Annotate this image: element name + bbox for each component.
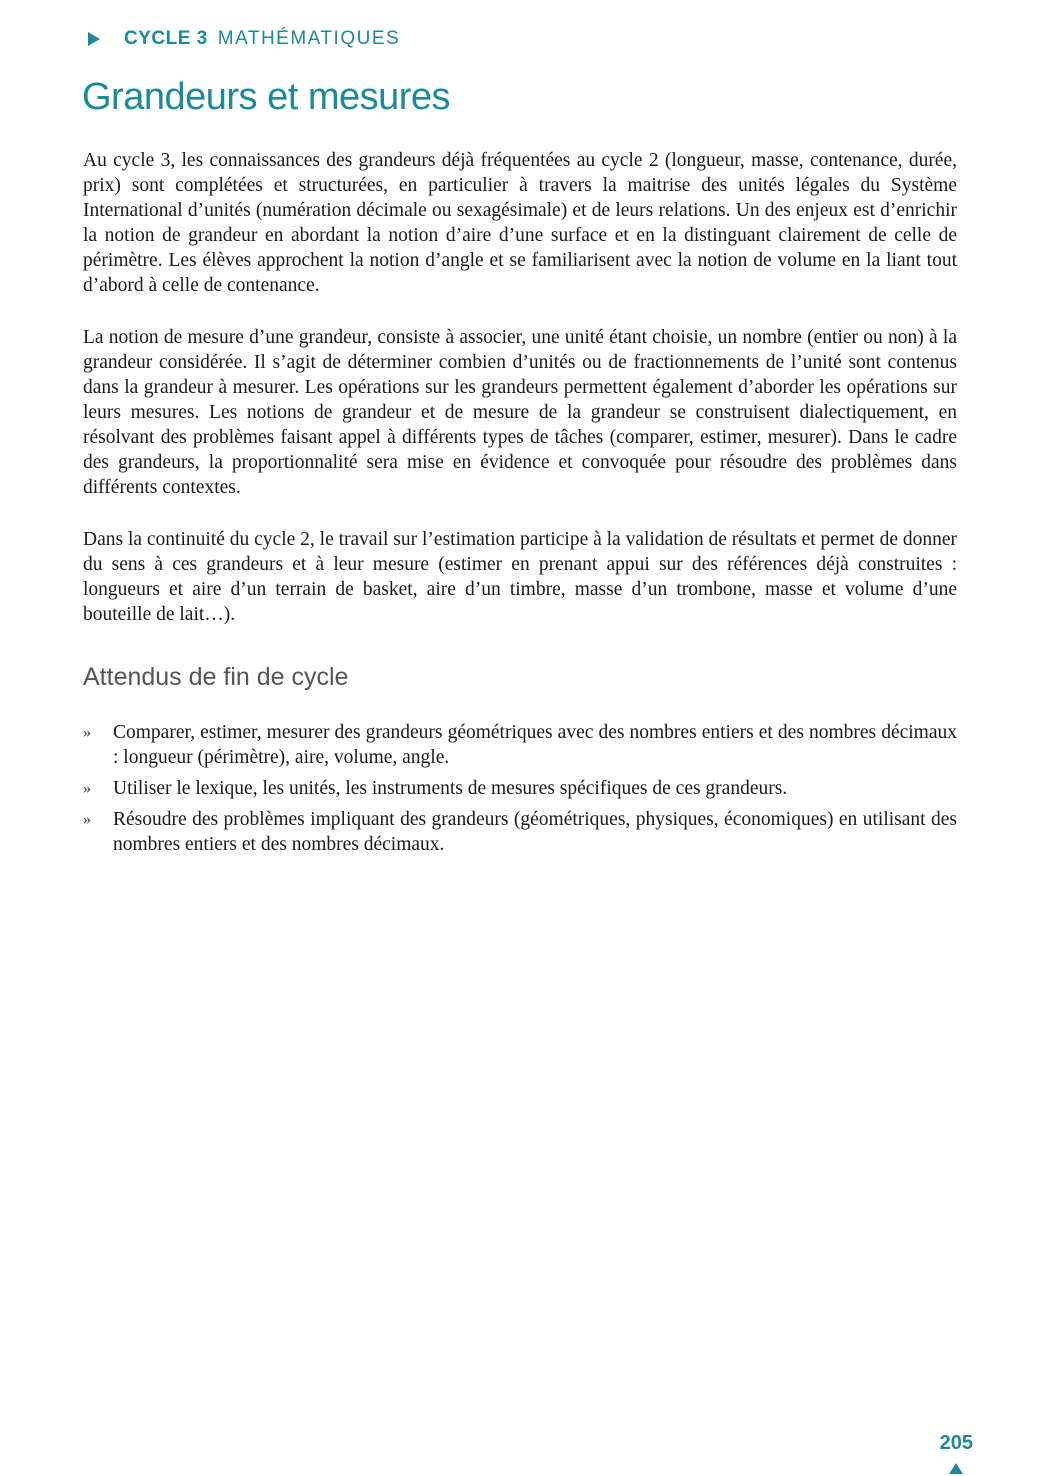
list-item — [83, 720, 957, 770]
bullet-icon: » — [83, 811, 91, 828]
header-subject: MATHÉMATIQUES — [217, 28, 401, 49]
list-item-text: Résoudre des problèmes impliquant des grandeurs (géométriques, physiques, économiques) en utilisant des nombres entiers et des nombres décimaux. — [113, 809, 957, 855]
bullet-icon: » — [83, 724, 91, 741]
list-item — [83, 807, 957, 857]
list-item — [83, 776, 957, 801]
bullet-icon: » — [83, 780, 91, 797]
mesure-paragraph: La notion de mesure d’une grandeur, consiste à associer, une unité étant choisie, un nombre (entier ou non) à la grandeur considérée. Il s’agit de déterminer combien d’unités ou de fractionnements de l’unité sont contenus dans la grandeur à mesurer. Les opérations sur les grandeurs permettent également d’aborder les opérations sur leurs mesures. Les notions de grandeur et de mesure de la grandeur se construisent dialectiquement, en résolvant des problèmes faisant appel à différents types de tâches (comparer, estimer, mesurer). Dans le cadre des grandeurs, la proportionnalité sera mise en évidence et convoquée pour résoudre des problèmes dans différents contextes. — [83, 327, 957, 498]
running-header — [88, 26, 400, 52]
up-triangle-icon — [949, 1463, 963, 1474]
play-triangle-icon — [88, 32, 100, 46]
list-item-text: Utiliser le lexique, les unités, les instruments de mesures spécifiques de ces grandeurs. — [113, 778, 788, 799]
page-number: 205 — [939, 1432, 973, 1454]
list-item-text: Comparer, estimer, mesurer des grandeurs géométriques avec des nombres entiers et des nombres décimaux : longueur (périmètre), aire, volume, angle. — [113, 722, 957, 768]
section-title-attendus: Attendus de fin de cycle — [83, 663, 349, 691]
header-cycle: CYCLE 3 — [124, 28, 208, 49]
attendus-list — [83, 720, 957, 857]
estimation-paragraph: Dans la continuité du cycle 2, le travail sur l’estimation participe à la validation de résultats et permet de donner du sens à ces grandeurs et à leur mesure (estimer en prenant appui sur des références déjà construites : longueurs et aire d’un terrain de basket, aire d’un timbre, masse d’un trombone, masse et volume d’une bouteille de lait…). — [83, 529, 957, 625]
intro-paragraph: Au cycle 3, les connaissances des grandeurs déjà fréquentées au cycle 2 (longueur, masse, contenance, durée, prix) sont complétées et structurées, en particulier à travers la maitrise des unités légales du Système International d’unités (numération décimale ou sexagésimale) et de leurs relations. Un des enjeux est d’enrichir la notion de grandeur en abordant la notion d’aire d’une surface et en la distinguant clairement de celle de périmètre. Les élèves approchent la notion d’angle et se familiarisent avec la notion de volume en la liant tout d’abord à celle de contenance. — [83, 150, 957, 296]
main-content — [83, 148, 957, 863]
page-title: Grandeurs et mesures — [82, 76, 451, 118]
